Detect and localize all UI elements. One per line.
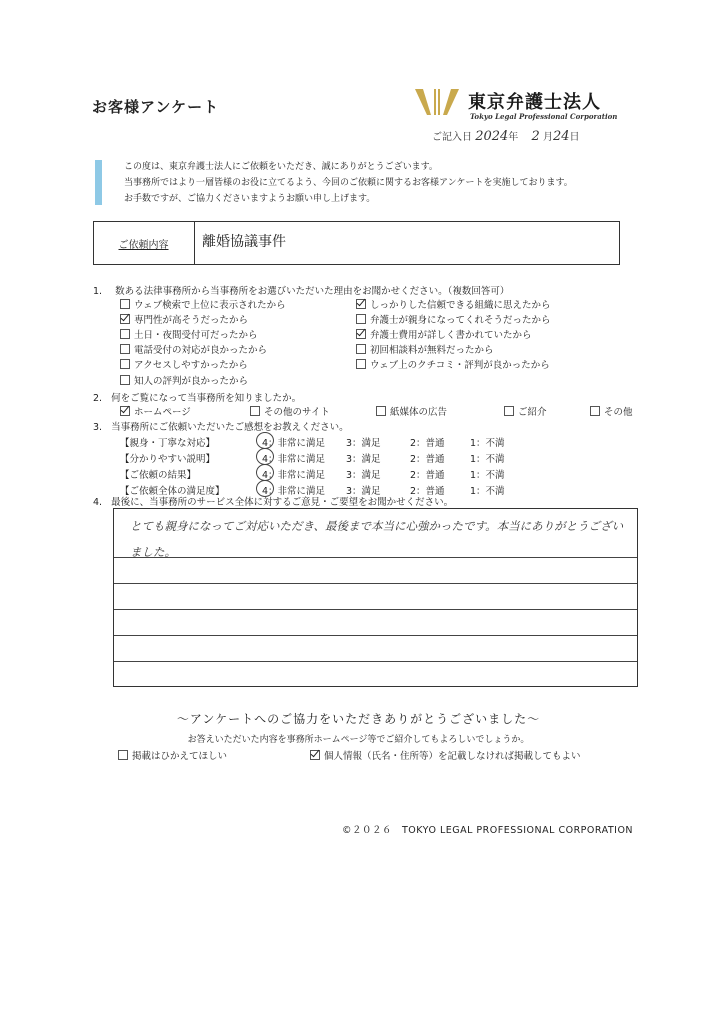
firm-name: 東京弁護士法人 bbox=[468, 92, 601, 113]
rating-row[interactable] bbox=[0, 435, 717, 449]
q2-option[interactable] bbox=[376, 404, 447, 418]
comment-answer: とても親身になってご対応いただき、最後まで本当に心強かったです。本当にありがとうございました。 bbox=[130, 519, 624, 559]
ruled-line bbox=[114, 635, 637, 636]
checkbox-icon[interactable] bbox=[120, 375, 130, 385]
publish-option-label: 掲載はひかえてほしい bbox=[132, 751, 228, 762]
q3-text: 当事務所にご依頼いただいたご感想をお教えください。 bbox=[111, 422, 349, 433]
q1-option-label: ウェブ検索で上位に表示されたから bbox=[134, 300, 286, 311]
rating-option-2[interactable]: 2：普通 bbox=[410, 486, 445, 497]
q1-heading bbox=[93, 283, 509, 297]
firm-subtitle: Tokyo Legal Professional Corporation bbox=[470, 112, 618, 121]
rating-option-1[interactable]: 1：不満 bbox=[470, 454, 505, 465]
intro-line: この度は、東京弁護士法人にご依頼をいただき、誠にありがとうございます。 bbox=[124, 162, 438, 172]
date-month-unit: 月 bbox=[542, 132, 553, 143]
q4-number: 4. bbox=[93, 497, 103, 508]
checkbox-icon[interactable] bbox=[356, 344, 366, 354]
q1-option-label: 弁護士費用が詳しく書かれていたから bbox=[370, 330, 532, 341]
rating-option-3[interactable]: 3：満足 bbox=[346, 454, 381, 465]
q1-option-label: 電話受付の対応が良かったから bbox=[134, 345, 268, 356]
q1-option[interactable] bbox=[356, 312, 551, 326]
q1-option-label: ウェブ上のクチコミ・評判が良かったから bbox=[370, 360, 550, 371]
ruled-line bbox=[114, 609, 637, 610]
q2-option-label: ご紹介 bbox=[518, 407, 547, 418]
q2-option-label: その他のサイト bbox=[264, 407, 330, 418]
publish-option-label: 個人情報（氏名・住所等）を記載しなければ掲載してもよい bbox=[324, 751, 581, 762]
rating-row[interactable] bbox=[0, 451, 717, 465]
checkbox-checked-icon[interactable] bbox=[120, 314, 130, 324]
q2-heading bbox=[93, 390, 301, 404]
checkbox-checked-icon[interactable] bbox=[120, 406, 130, 416]
rating-option-3[interactable]: 3：満足 bbox=[346, 486, 381, 497]
date-year: 2024 bbox=[475, 129, 509, 144]
copyright: ©２０２６ TOKYO LEGAL PROFESSIONAL CORPORATION bbox=[342, 825, 634, 836]
q1-option[interactable] bbox=[356, 327, 532, 341]
date-year-unit: 年 bbox=[508, 132, 519, 143]
accent-bar bbox=[95, 160, 102, 205]
date-day-unit: 日 bbox=[569, 132, 580, 143]
date-day: 24 bbox=[552, 129, 570, 144]
q1-option-label: 知人の評判が良かったから bbox=[134, 376, 249, 387]
q1-option-label: しっかりした信頼できる組織に思えたから bbox=[370, 300, 551, 311]
checkbox-checked-icon[interactable] bbox=[310, 750, 320, 760]
q2-option[interactable] bbox=[504, 404, 547, 418]
rating-option-1[interactable]: 1：不満 bbox=[470, 486, 505, 497]
intro-text bbox=[124, 159, 573, 207]
firm-logo-mark-icon bbox=[413, 87, 461, 119]
ruled-line bbox=[114, 583, 637, 584]
q1-option-label: 土日・夜間受付可だったから bbox=[134, 330, 258, 341]
q2-option-label: その他 bbox=[604, 407, 633, 418]
checkbox-icon[interactable] bbox=[118, 750, 128, 760]
date-row bbox=[432, 128, 579, 144]
rating-option-2[interactable]: 2：普通 bbox=[410, 470, 445, 481]
checkbox-icon[interactable] bbox=[376, 406, 386, 416]
q2-option[interactable] bbox=[120, 404, 191, 418]
q1-option-label: アクセスしやすかったから bbox=[134, 360, 248, 371]
rating-option-1[interactable]: 1：不満 bbox=[470, 470, 505, 481]
q2-option-label: 紙媒体の広告 bbox=[390, 407, 448, 418]
q2-option[interactable] bbox=[590, 404, 633, 418]
q1-option[interactable] bbox=[356, 342, 494, 356]
q1-option[interactable] bbox=[356, 357, 550, 371]
q4-heading bbox=[93, 494, 453, 508]
date-month: 2 bbox=[531, 129, 540, 144]
intro-line: 当事務所ではより一層皆様のお役に立てるよう、今回のご依頼に関するお客様アンケートを実施しております。 bbox=[124, 178, 573, 188]
publish-option[interactable] bbox=[118, 748, 227, 762]
q1-text: 数ある法律事務所から当事務所をお選びいただいた理由をお聞かせください。（複数回答可） bbox=[115, 286, 510, 297]
rating-option-2[interactable]: 2：普通 bbox=[410, 438, 445, 449]
checkbox-icon[interactable] bbox=[120, 299, 130, 309]
q1-number: 1. bbox=[93, 286, 103, 297]
checkbox-icon[interactable] bbox=[120, 344, 130, 354]
intro-line: お手数ですが、ご協力くださいますようお願い申し上げます。 bbox=[124, 194, 376, 204]
thanks-message: ～アンケートへのご協力をいただきありがとうございました～ bbox=[176, 712, 541, 726]
q4-text: 最後に、当事務所のサービス全体に対するご意見・ご要望をお聞かせください。 bbox=[111, 497, 454, 508]
rating-option-3[interactable]: 3：満足 bbox=[346, 470, 381, 481]
ruled-line bbox=[114, 661, 637, 662]
publish-option[interactable] bbox=[310, 748, 581, 762]
checkbox-icon[interactable] bbox=[590, 406, 600, 416]
q1-option[interactable] bbox=[120, 357, 248, 371]
request-value: 離婚協議事件 bbox=[202, 234, 286, 250]
checkbox-icon[interactable] bbox=[356, 314, 366, 324]
q1-option-label: 初回相談料が無料だったから bbox=[370, 345, 494, 356]
rating-option-4[interactable]: 4：非常に満足 bbox=[262, 454, 326, 465]
q1-option-label: 専門性が高そうだったから bbox=[134, 315, 249, 326]
checkbox-icon[interactable] bbox=[356, 359, 366, 369]
rating-option-2[interactable]: 2：普通 bbox=[410, 454, 445, 465]
rating-category: 【親身・丁寧な対応】 bbox=[120, 438, 216, 449]
q2-number: 2. bbox=[93, 393, 103, 404]
q2-option-label: ホームページ bbox=[134, 407, 191, 418]
rating-row[interactable] bbox=[0, 467, 717, 481]
checkbox-icon[interactable] bbox=[250, 406, 260, 416]
rating-option-3[interactable]: 3：満足 bbox=[346, 438, 381, 449]
rating-category: 【ご依頼全体の満足度】 bbox=[120, 486, 225, 497]
q1-option[interactable] bbox=[120, 297, 286, 311]
q1-option[interactable] bbox=[120, 373, 248, 387]
q1-option-label: 弁護士が親身になってくれそうだったから bbox=[370, 315, 551, 326]
checkbox-checked-icon[interactable] bbox=[356, 299, 366, 309]
rating-option-1[interactable]: 1：不満 bbox=[470, 438, 505, 449]
publish-question: お答えいただいた内容を事務所ホームページ等でご紹介してもよろしいでしょうか。 bbox=[187, 735, 530, 745]
q1-option[interactable] bbox=[356, 297, 551, 311]
checkbox-icon[interactable] bbox=[120, 329, 130, 339]
rating-option-4[interactable]: 4：非常に満足 bbox=[262, 438, 326, 449]
checkbox-icon[interactable] bbox=[120, 359, 130, 369]
q2-option[interactable] bbox=[250, 404, 330, 418]
q3-heading bbox=[93, 419, 349, 433]
q1-option[interactable] bbox=[120, 327, 258, 341]
q3-number: 3. bbox=[93, 422, 103, 433]
q1-option[interactable] bbox=[120, 312, 248, 326]
checkbox-icon[interactable] bbox=[504, 406, 514, 416]
rating-category: 【ご依頼の結果】 bbox=[120, 470, 197, 481]
date-label: ご記入日 bbox=[432, 132, 472, 143]
q2-text: 何をご覧になって当事務所を知りましたか。 bbox=[111, 393, 302, 404]
page-title: お客様アンケート bbox=[92, 98, 220, 116]
rating-option-4[interactable]: 4：非常に満足 bbox=[262, 486, 326, 497]
request-label: ご依頼内容 bbox=[93, 221, 195, 265]
q1-option[interactable] bbox=[120, 342, 267, 356]
rating-option-4[interactable]: 4：非常に満足 bbox=[262, 470, 326, 481]
checkbox-checked-icon[interactable] bbox=[356, 329, 366, 339]
rating-category: 【分かりやすい説明】 bbox=[120, 454, 216, 465]
